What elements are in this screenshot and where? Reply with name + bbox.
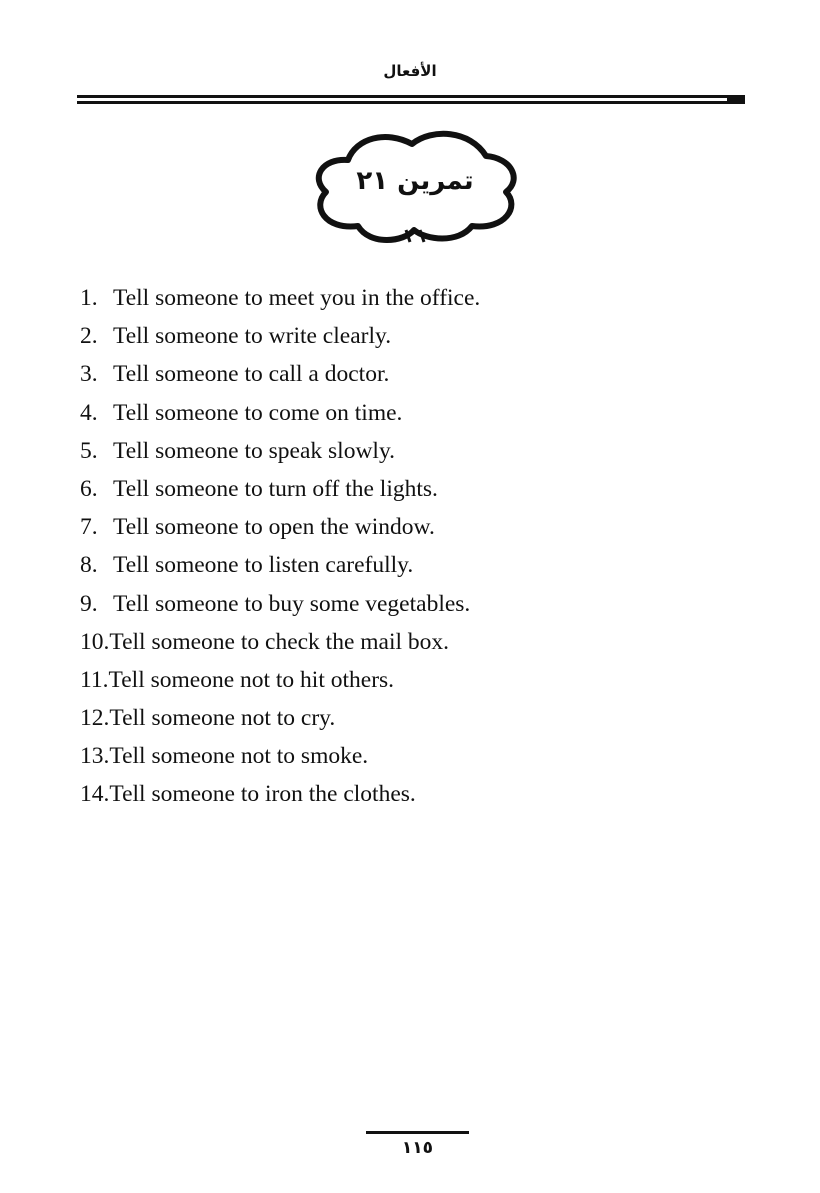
list-item-text: Tell someone to listen carefully. (113, 552, 414, 579)
list-item-number: 14. (80, 781, 110, 808)
exercise-list (80, 279, 480, 814)
list-item (80, 737, 480, 775)
header-rule (77, 95, 745, 105)
list-item-text: Tell someone to call a doctor. (113, 361, 390, 388)
list-item (80, 546, 480, 584)
list-item-text: Tell someone to speak slowly. (113, 437, 396, 464)
list-item-number: 1. (80, 285, 98, 311)
list-item-text: Tell someone to turn off the lights. (113, 475, 438, 502)
list-item (80, 355, 480, 393)
list-item-text: Tell someone to iron the clothes. (109, 781, 416, 808)
list-item-text: Tell someone to check the mail box. (109, 628, 450, 655)
list-item-text: Tell someone to meet you in the office. (113, 285, 481, 311)
list-item (80, 508, 480, 546)
list-item-text: Tell someone not to cry. (109, 705, 336, 732)
list-item-number: 5. (80, 437, 98, 464)
list-item-number: 12. (80, 705, 110, 732)
exercise-title-badge (310, 126, 520, 246)
list-item-number: 8. (80, 552, 98, 579)
list-item (80, 699, 480, 737)
exercise-title: تمرين ٢١ (356, 166, 474, 196)
list-item-number: 6. (80, 475, 98, 502)
footer-rule (366, 1131, 469, 1134)
list-item (80, 432, 480, 470)
list-item-number: 3. (80, 361, 98, 388)
list-item (80, 661, 480, 699)
list-item-text: Tell someone not to hit others. (108, 666, 395, 693)
list-item (80, 279, 480, 317)
list-item-text: Tell someone to come on time. (113, 399, 403, 426)
list-item-number: 9. (80, 590, 98, 617)
page-number: ١١٥ (401, 1138, 434, 1158)
list-item-number: 11. (80, 666, 109, 693)
list-item-text: Tell someone to write clearly. (113, 323, 392, 350)
list-item-number: 2. (80, 323, 98, 350)
list-item (80, 470, 480, 508)
running-header: الأفعال (383, 62, 437, 80)
list-item-number: 10. (80, 628, 110, 655)
list-item-number: 7. (80, 514, 98, 541)
list-item (80, 317, 480, 355)
list-item-text: Tell someone not to smoke. (109, 743, 369, 770)
list-item-text: Tell someone to open the window. (113, 514, 435, 541)
list-item (80, 775, 480, 813)
list-item (80, 585, 480, 623)
list-item (80, 623, 480, 661)
list-item-text: Tell someone to buy some vegetables. (113, 590, 471, 617)
list-item-number: 13. (80, 743, 110, 770)
list-item (80, 394, 480, 432)
list-item-number: 4. (80, 399, 98, 426)
